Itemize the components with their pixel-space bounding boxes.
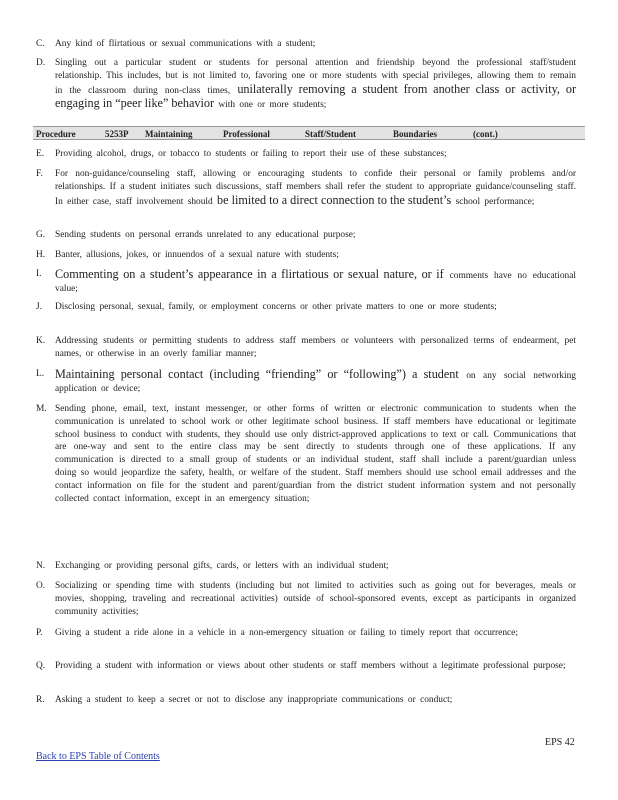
item-text: Providing alcohol, drugs, or tobacco to students or failing to report their use of these substances;	[55, 149, 447, 159]
list-item	[36, 229, 576, 242]
list-item	[36, 57, 576, 112]
item-text-part: on any social networking application or device;	[55, 371, 576, 394]
procedure-header	[33, 126, 585, 140]
item-text-part: For non-guidance/counseling staff, allowing or encouraging students to confide their personal or family problems and/or relationships. If a student initiates such discussions, staff members shall refer the student to appropriate guidance/counseling staff. In either case, staff involvement should	[55, 169, 576, 207]
list-item	[36, 249, 576, 262]
item-text: Giving a student a ride alone in a vehicle in a non-emergency situation or failing to timely report that occurrence;	[55, 628, 518, 638]
item-text-part: with one or more students;	[218, 100, 327, 111]
item-label: K.	[36, 336, 46, 346]
header-procedure: Procedure	[36, 129, 76, 139]
header-word: Maintaining	[145, 129, 193, 139]
item-text-large: be limited to a direct connection to the student’s	[217, 192, 452, 207]
header-word: (cont.)	[473, 129, 498, 139]
item-text-large: unilaterally removing a student from another class or activity, or engaging in “peer like” behavior	[55, 81, 576, 111]
item-text: Asking a student to keep a secret or not to disclose any inappropriate communications or conduct;	[55, 695, 453, 705]
item-label: L.	[36, 369, 45, 379]
list-item	[36, 168, 576, 208]
item-label: I.	[36, 269, 42, 279]
item-text: Sending phone, email, text, instant messenger, or other forms of written or electronic communication to students when the communication is unrelated to school work or other legitimate school business. If staff members have educational or legitimate school business to conduct with students, they should use only district-approved applications to text or call. Communications that are one-way and sent to the entire class may be sent directly to students through one of these applications. If any communication is directed to a small group of students or an individual student, staff shall include a parent/guardian unless doing so would jeopardize the safety, health, or welfare of the student. Staff members should use school email addresses and the contact information on file for the student and parent/guardian from the district student information system and not personally collected contact information, except in an emergency situation;	[55, 404, 576, 504]
item-text: Exchanging or providing personal gifts, cards, or letters with an individual student;	[55, 561, 389, 571]
list-item	[36, 403, 576, 505]
item-text: Socializing or spending time with students (including but not limited to activities such as going out for beverages, meals or movies, shopping, traveling and recreational activities) outside of school-sponsored events, except as participants in organized community activities;	[55, 581, 576, 617]
item-text	[55, 57, 576, 112]
item-text: Disclosing personal, sexual, family, or employment concerns or other private matters to one or more students;	[55, 302, 497, 312]
item-label: D.	[36, 58, 46, 68]
item-label: N.	[36, 561, 46, 571]
item-text: Banter, allusions, jokes, or innuendos of a sexual nature with students;	[55, 250, 339, 260]
list-item	[36, 368, 576, 396]
list-item	[36, 38, 576, 51]
list-item	[36, 560, 576, 573]
header-word: Boundaries	[393, 129, 438, 139]
item-label: R.	[36, 695, 45, 705]
header-word: Staff/Student	[305, 129, 357, 139]
item-text-part: school performance;	[455, 196, 535, 207]
list-item	[36, 148, 576, 161]
item-text: Sending students on personal errands unrelated to any educational purpose;	[55, 230, 356, 240]
item-label: F.	[36, 169, 43, 179]
item-text: Addressing students or permitting students to address staff members or volunteers with personalized terms of endearment, pet names, or otherwise in an overly familiar manner;	[55, 336, 576, 359]
item-text-large: Commenting on a student’s appearance in a flirtatious or sexual nature, or if	[55, 267, 444, 281]
list-item	[36, 335, 576, 361]
item-label: Q.	[36, 661, 46, 671]
list-item	[36, 301, 576, 314]
item-text-part: comments have no educational value;	[55, 271, 576, 294]
item-label: C.	[36, 39, 45, 49]
page-number: EPS 42	[545, 737, 575, 748]
back-to-toc-link[interactable]: Back to EPS Table of Contents	[36, 751, 160, 762]
list-item	[36, 660, 576, 673]
list-item	[36, 268, 576, 296]
item-label: P.	[36, 628, 43, 638]
list-item	[36, 694, 576, 707]
header-number: 5253P	[105, 129, 129, 139]
item-label: H.	[36, 250, 46, 260]
list-item	[36, 580, 576, 618]
list-item	[36, 627, 576, 640]
item-label: G.	[36, 230, 46, 240]
item-label: E.	[36, 149, 45, 159]
item-label: M.	[36, 404, 47, 414]
item-text	[55, 268, 576, 296]
item-label: J.	[36, 302, 42, 312]
item-text	[55, 168, 576, 208]
item-text-large: Maintaining personal contact (including “friending” or “following”) a student	[55, 367, 459, 381]
item-text: Any kind of flirtatious or sexual communications with a student;	[55, 39, 316, 49]
item-text: Providing a student with information or views about other students or staff members without a legitimate professional purpose;	[55, 661, 566, 671]
item-text	[55, 368, 576, 396]
item-text-part: Singling out a particular student or students for personal attention and friendship beyond the professional staff/student relationship. This includes, but is not limited to, favoring one or more students with special privileges, allowing them to remain in the classroom during non-class times,	[55, 58, 576, 96]
item-label: O.	[36, 581, 46, 591]
header-word: Professional	[223, 129, 270, 139]
